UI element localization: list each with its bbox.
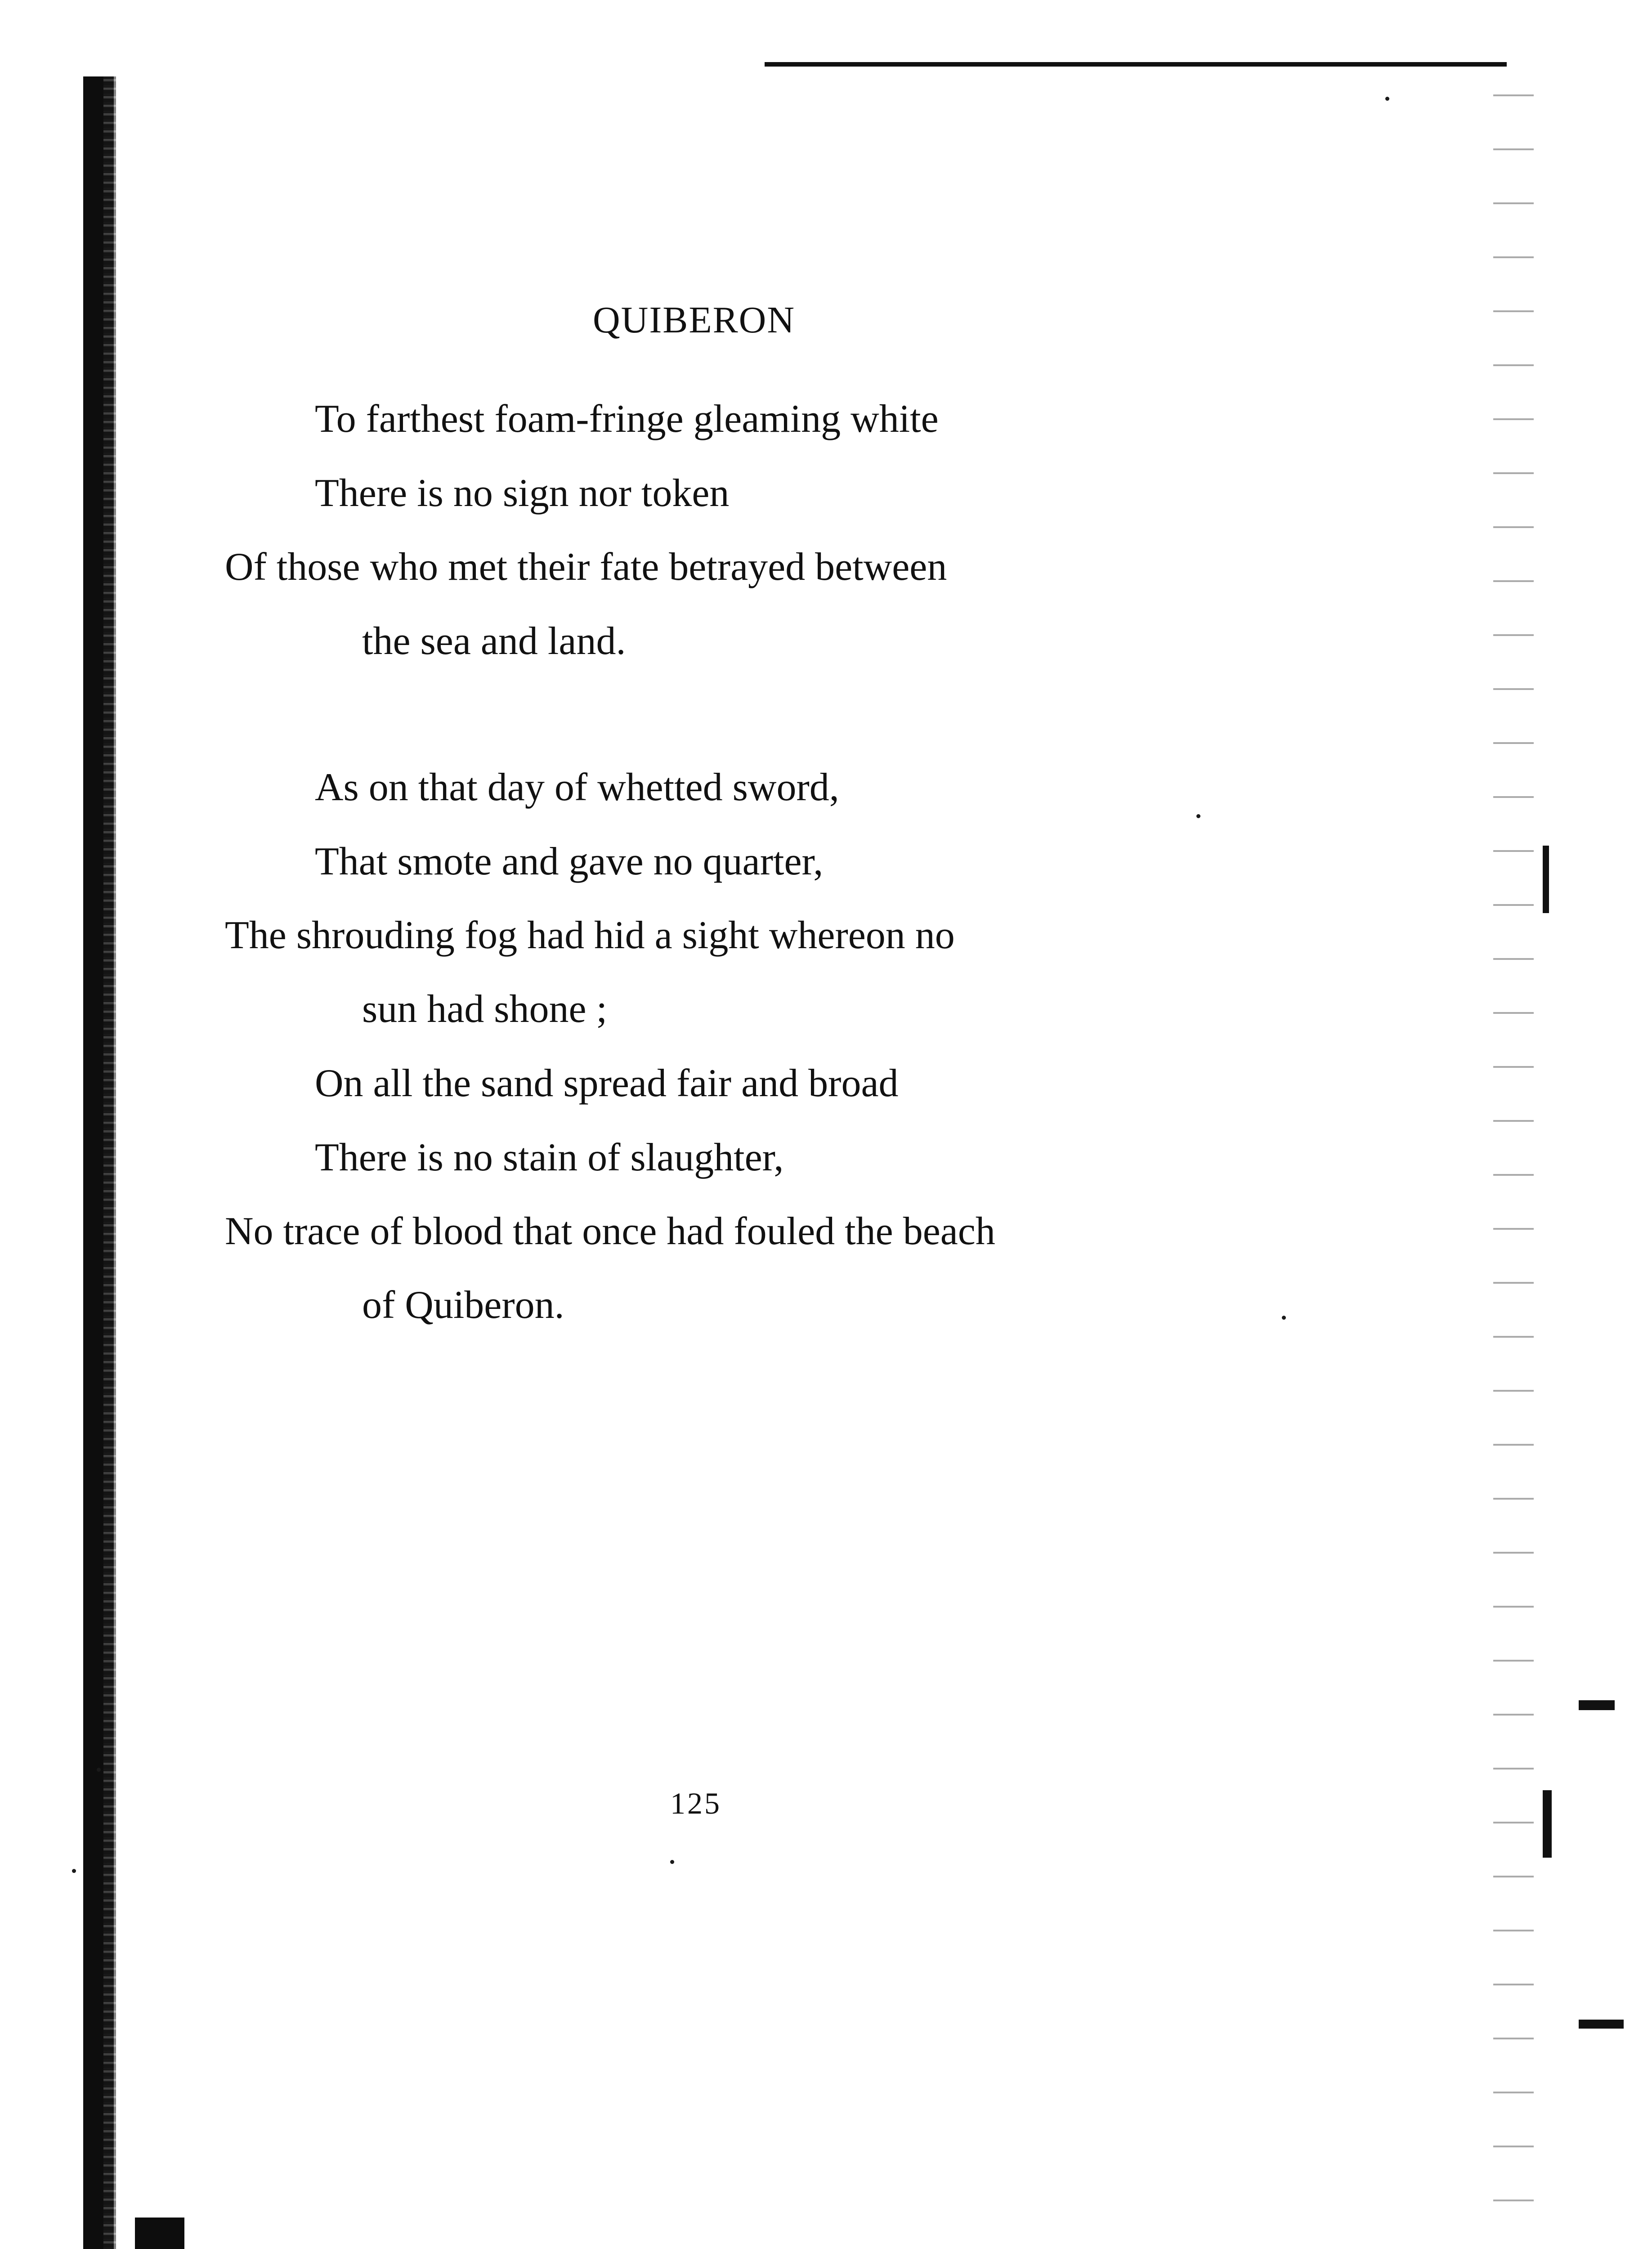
poem-line-turnover: the sea and land. <box>362 619 626 663</box>
poem-line-turnover: of Quiberon. <box>362 1283 564 1327</box>
poem-line: On all the sand spread fair and broad <box>315 1062 899 1105</box>
poem-line-turnover: sun had shone ; <box>362 987 608 1031</box>
poem-line: That smote and gave no quarter, <box>315 840 824 883</box>
poem-line: There is no stain of slaughter, <box>315 1136 784 1179</box>
poem-line: Of those who met their fate betrayed between <box>225 545 947 589</box>
poem-title: QUIBERON <box>593 299 795 341</box>
page-number: 125 <box>670 1786 721 1820</box>
poem-line: To farthest foam-fringe gleaming white <box>315 397 939 441</box>
poem-line: There is no sign nor token <box>315 471 730 515</box>
poem-line: No trace of blood that once had fouled the beach <box>225 1210 995 1253</box>
poem-line: The shrouding fog had hid a sight whereon no <box>225 914 955 957</box>
poem-line: As on that day of whetted sword, <box>315 766 839 809</box>
